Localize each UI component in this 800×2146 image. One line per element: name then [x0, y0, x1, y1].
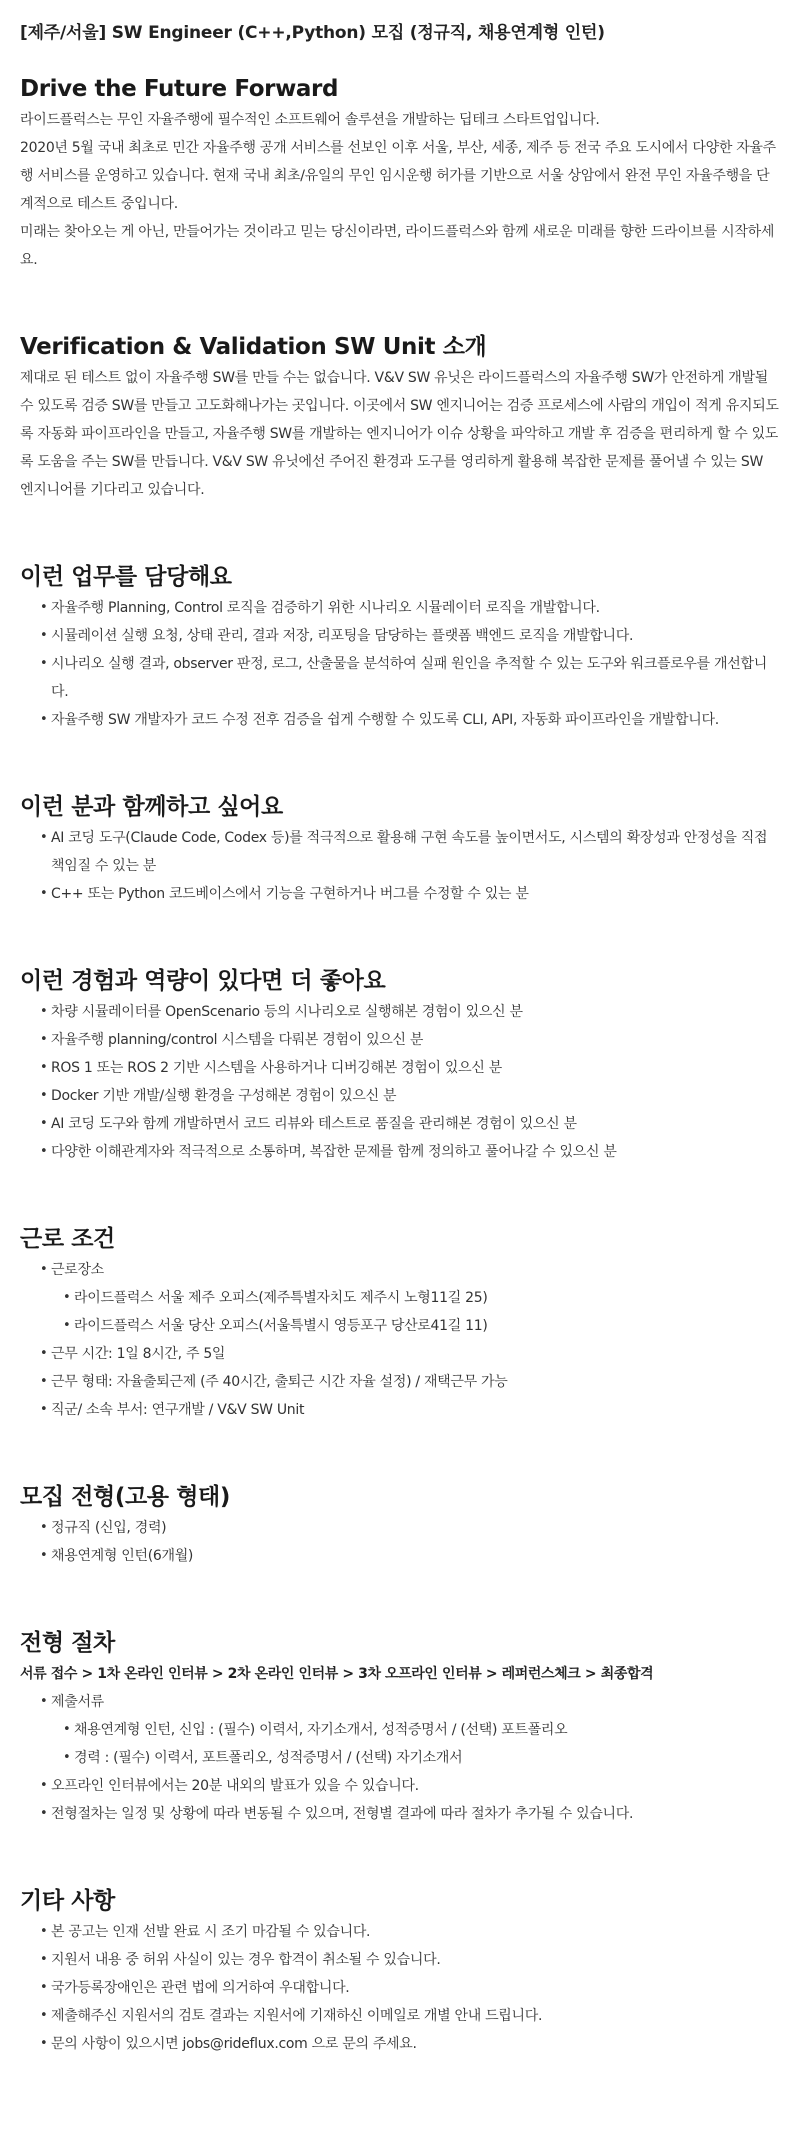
list-item: [40, 1688, 780, 1772]
preferred-list: [20, 998, 780, 1166]
list-item: • 다양한 이해관계자와 적극적으로 소통하며, 복잡한 문제를 함께 정의하고 풀어나갈 수 있으신 분: [40, 1138, 780, 1166]
list-item: • 지원서 내용 중 허위 사실이 있는 경우 합격이 취소될 수 있습니다.: [40, 1946, 780, 1974]
list-item: • 자율주행 planning/control 시스템을 다뤄본 경험이 있으신 분: [40, 1026, 780, 1054]
employment-heading: 모집 전형(고용 형태): [20, 1484, 230, 1510]
list-item: • Docker 기반 개발/실행 환경을 구성해본 경험이 있으신 분: [40, 1082, 780, 1110]
preferred-heading: 이런 경험과 역량이 있다면 더 좋아요: [20, 968, 386, 994]
list-item: • 제출해주신 지원서의 검토 결과는 지원서에 기재하신 이메일로 개별 안내 드립니다.: [40, 2002, 780, 2030]
location-label: 근로장소: [51, 1262, 104, 1278]
list-item: • 근무 시간: 1일 8시간, 주 5일: [40, 1340, 780, 1368]
intro-paragraph: 2020년 5월 국내 최초로 민간 자율주행 공개 서비스를 선보인 이후 서울, 부산, 세종, 제주 등 전국 주요 도시에서 다양한 자율주행 서비스를 운영하고 있습니다. 현재 국내 최초/유일의 무인 임시운행 허가를 기반으로 서울 상암에서 완전 무인 자율주행을 단계적으로 테스트 중입니다.: [20, 140, 776, 212]
preferred-section: [20, 966, 780, 1166]
locations-list: [51, 1284, 780, 1340]
list-item: • 국가등록장애인은 관련 법에 의거하여 우대합니다.: [40, 1974, 780, 2002]
etc-section: [20, 1886, 780, 2058]
list-item: • 채용연계형 인턴, 신입 : (필수) 이력서, 자기소개서, 성적증명서 / (선택) 포트폴리오: [63, 1716, 780, 1744]
list-item: • C++ 또는 Python 코드베이스에서 기능을 구현하거나 버그를 수정할 수 있는 분: [40, 880, 780, 908]
list-item: • 시뮬레이션 실행 요청, 상태 관리, 결과 저장, 리포팅을 담당하는 플랫폼 백엔드 로직을 개발합니다.: [40, 622, 780, 650]
list-item: • 경력 : (필수) 이력서, 포트폴리오, 성적증명서 / (선택) 자기소개서: [63, 1744, 780, 1772]
process-steps: 서류 접수 > 1차 온라인 인터뷰 > 2차 온라인 인터뷰 > 3차 오프라인 인터뷰 > 레퍼런스체크 > 최종합격: [20, 1666, 654, 1682]
list-item: • 근무 형태: 자율출퇴근제 (주 40시간, 출퇴근 시간 자율 설정) / 재택근무 가능: [40, 1368, 780, 1396]
etc-heading: 기타 사항: [20, 1888, 115, 1914]
requirements-heading: 이런 분과 함께하고 싶어요: [20, 794, 283, 820]
list-item: • 전형절차는 일정 및 상황에 따라 변동될 수 있으며, 전형별 결과에 따라 절차가 추가될 수 있습니다.: [40, 1800, 780, 1828]
intro-paragraph: 미래는 찾아오는 게 아닌, 만들어가는 것이라고 믿는 당신이라면, 라이드플럭스와 함께 새로운 미래를 향한 드라이브를 시작하세요.: [20, 224, 775, 268]
process-section: [20, 1628, 780, 1828]
list-item: • 자율주행 Planning, Control 로직을 검증하기 위한 시나리오 시뮬레이터 로직을 개발합니다.: [40, 594, 780, 622]
list-item: • 채용연계형 인턴(6개월): [40, 1542, 780, 1570]
conditions-heading: 근로 조건: [20, 1226, 115, 1252]
intro-paragraph: 라이드플럭스는 무인 자율주행에 필수적인 소프트웨어 솔루션을 개발하는 딥테크 스타트업입니다.: [20, 112, 600, 128]
list-item: • ROS 1 또는 ROS 2 기반 시스템을 사용하거나 디버깅해본 경험이 있으신 분: [40, 1054, 780, 1082]
duties-list: [20, 594, 780, 734]
conditions-list: [20, 1256, 780, 1424]
requirements-section: [20, 792, 780, 908]
intro-section: [20, 74, 780, 274]
list-item: • 라이드플럭스 서울 제주 오피스(제주특별자치도 제주시 노형11길 25): [63, 1284, 780, 1312]
list-item: • 차량 시뮬레이터를 OpenScenario 등의 시나리오로 실행해본 경험이 있으신 분: [40, 998, 780, 1026]
duties-heading: 이런 업무를 담당해요: [20, 564, 232, 590]
docs-list: [51, 1716, 780, 1772]
list-item: • AI 코딩 도구(Claude Code, Codex 등)를 적극적으로 활용해 구현 속도를 높이면서도, 시스템의 확장성과 안정성을 직접 책임질 수 있는 분: [40, 824, 780, 880]
unit-paragraph: 제대로 된 테스트 없이 자율주행 SW를 만들 수는 없습니다. V&V SW 유닛은 라이드플럭스의 자율주행 SW가 안전하게 개발될 수 있도록 검증 SW를 만들고 고도화해나가는 곳입니다. 이곳에서 SW 엔지니어는 검증 프로세스에 사람의 개입이 적게 유지되도록 자동화 파이프라인을 만들고, 자율주행 SW를 개발하는 엔지니어가 이슈 상황을 파악하고 개발 후 검증을 편리하게 할 수 있도록 도움을 주는 SW를 만듭니다. V&V SW 유닛에선 주어진 환경과 도구를 영리하게 활용해 복잡한 문제를 풀어낼 수 있는 SW 엔지니어를 기다리고 있습니다.: [20, 370, 779, 498]
list-item: • 정규직 (신입, 경력): [40, 1514, 780, 1542]
requirements-list: [20, 824, 780, 908]
list-item: • 본 공고는 인재 선발 완료 시 조기 마감될 수 있습니다.: [40, 1918, 780, 1946]
process-list: [20, 1688, 780, 1828]
unit-section: [20, 332, 780, 504]
list-item: [40, 1256, 780, 1340]
list-item: • 시나리오 실행 결과, observer 판정, 로그, 산출물을 분석하여 실패 원인을 추적할 수 있는 도구와 워크플로우를 개선합니다.: [40, 650, 780, 706]
process-heading: 전형 절차: [20, 1630, 115, 1656]
list-item: • 오프라인 인터뷰에서는 20분 내외의 발표가 있을 수 있습니다.: [40, 1772, 780, 1800]
etc-list: [20, 1918, 780, 2058]
list-item: • AI 코딩 도구와 함께 개발하면서 코드 리뷰와 테스트로 품질을 관리해본 경험이 있으신 분: [40, 1110, 780, 1138]
list-item: • 라이드플럭스 서울 당산 오피스(서울특별시 영등포구 당산로41길 11): [63, 1312, 780, 1340]
intro-heading: Drive the Future Forward: [20, 76, 339, 102]
list-item: • 직군/ 소속 부서: 연구개발 / V&V SW Unit: [40, 1396, 780, 1424]
conditions-section: [20, 1224, 780, 1424]
employment-list: [20, 1514, 780, 1570]
job-title: [제주/서울] SW Engineer (C++,Python) 모집 (정규직, 채용연계형 인턴): [20, 23, 605, 43]
duties-section: [20, 562, 780, 734]
list-item: • 문의 사항이 있으시면 jobs@rideflux.com 으로 문의 주세요.: [40, 2030, 780, 2058]
unit-heading: Verification & Validation SW Unit 소개: [20, 334, 487, 360]
docs-label: 제출서류: [51, 1694, 104, 1710]
list-item: • 자율주행 SW 개발자가 코드 수정 전후 검증을 쉽게 수행할 수 있도록 CLI, API, 자동화 파이프라인을 개발합니다.: [40, 706, 780, 734]
employment-section: [20, 1482, 780, 1570]
